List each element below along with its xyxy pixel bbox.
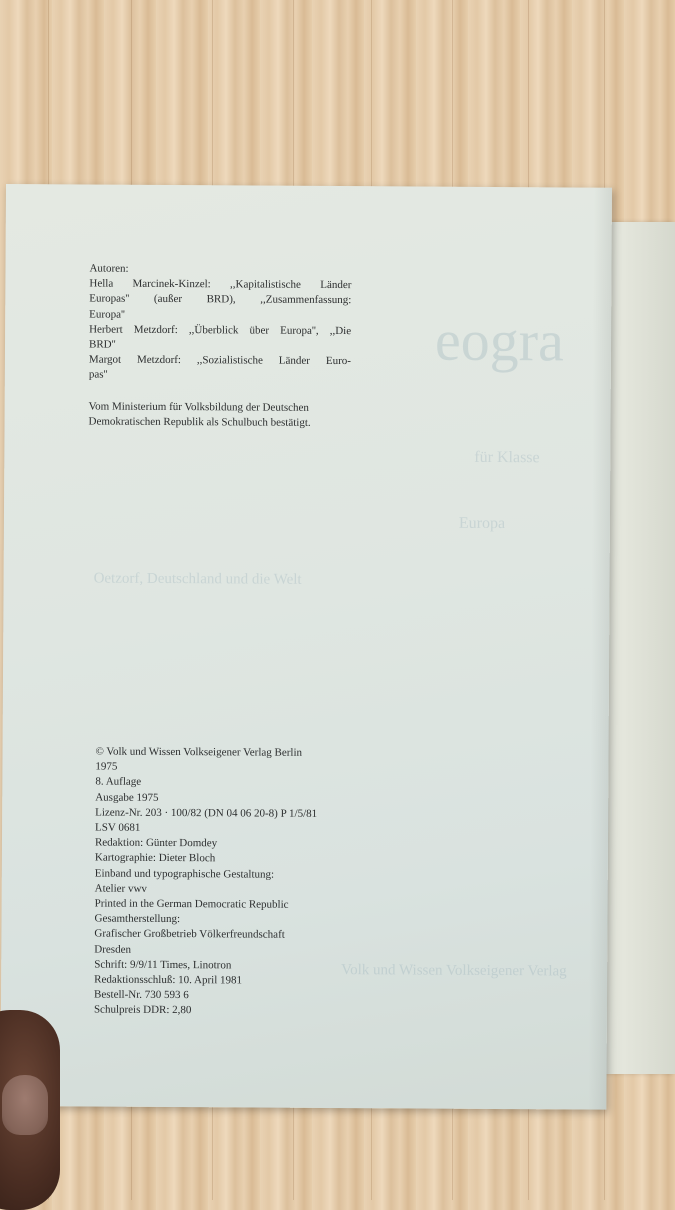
issue: Ausgabe 1975 <box>95 791 159 804</box>
production-label: Gesamtherstellung: <box>94 912 181 926</box>
show-through-publisher: Volk und Wissen Volkseigener Verlag <box>341 962 567 980</box>
cartography: Kartographie: Dieter Bloch <box>94 851 216 865</box>
approval-notice <box>88 400 356 432</box>
edition: 8. Auflage <box>95 775 142 789</box>
license-number: Lizenz-Nr. 203 · 100/82 (DN 04 06 20-8) P 1/5/81 <box>95 806 318 820</box>
printed-in: Printed in the German Democratic Republic <box>94 897 289 911</box>
lsv-number: LSV 0681 <box>95 821 141 834</box>
show-through-title: eogra <box>434 307 565 374</box>
typeface: Schrift: 9/9/11 Times, Linotron <box>94 958 232 972</box>
show-through-heading: Europa <box>458 514 506 533</box>
authors-block <box>89 262 352 385</box>
imprint-block <box>94 745 366 1020</box>
author-line: pas'' <box>88 368 108 382</box>
show-through-line: Oetzorf, Deutschland und die Welt <box>93 570 302 588</box>
show-through-subtitle: für Klasse <box>474 448 540 467</box>
author-line: Margot Metzdorf: ,,Sozialistische Länder Euro- <box>88 353 351 368</box>
editor: Redaktion: Günter Domdey <box>94 836 218 850</box>
editorial-deadline: Redaktionsschluß: 10. April 1981 <box>94 973 243 987</box>
thumbnail-nail <box>2 1075 48 1135</box>
author-line: Hella Marcinek-Kinzel: ,,Kapitalistische Länder <box>89 277 352 292</box>
book-page <box>0 184 612 1110</box>
order-number: Bestell-Nr. 730 593 6 <box>94 988 189 1002</box>
authors-heading: Autoren: <box>89 262 129 275</box>
printer: Grafischer Großbetrieb Völkerfreundschaft <box>94 927 285 942</box>
author-line: Europas'' (außer BRD), ,,Zusammenfassung: <box>89 292 352 307</box>
author-line: BRD'' <box>88 338 116 351</box>
approval-line: Vom Ministerium für Volksbildung der Deutschen <box>88 400 309 414</box>
design-studio: Atelier vwv <box>94 882 147 895</box>
approval-line: Demokratischen Republik als Schulbuch bestätigt. <box>88 415 311 430</box>
copyright-year: 1975 <box>95 760 118 773</box>
design-label: Einband und typographische Gestaltung: <box>94 867 275 881</box>
author-line: Herbert Metzdorf: ,,Überblick über Europa'', ,,Die <box>89 323 352 337</box>
printer-city: Dresden <box>94 943 132 956</box>
author-line: Europa'' <box>89 308 125 321</box>
copyright-line: © Volk und Wissen Volkseigener Verlag Berlin <box>95 745 303 759</box>
school-price: Schulpreis DDR: 2,80 <box>93 1004 192 1017</box>
